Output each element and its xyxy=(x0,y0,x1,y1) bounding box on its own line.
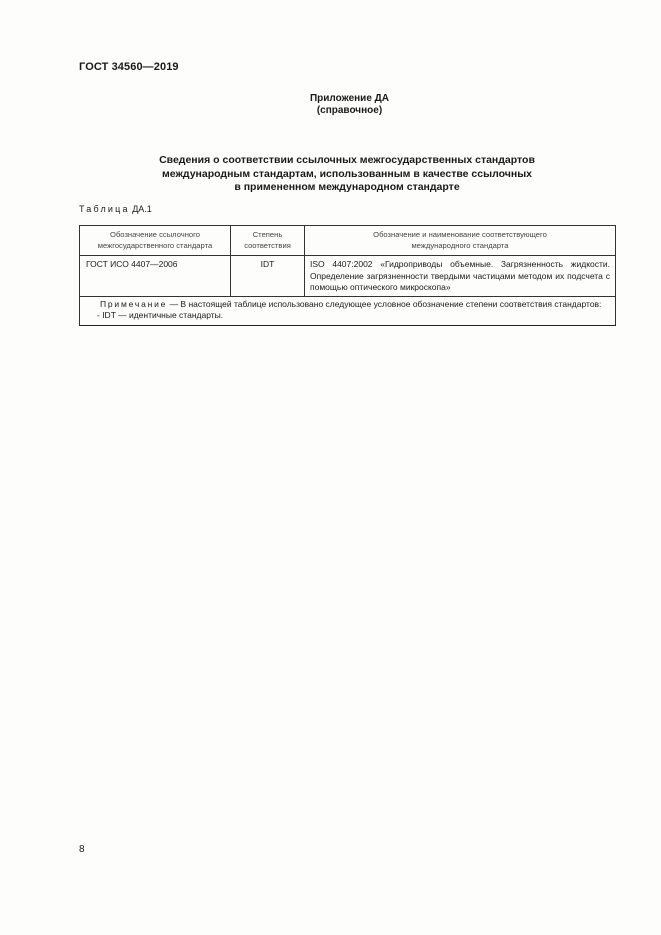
table-note xyxy=(80,296,616,325)
section-heading-line: Сведения о соответствии ссылочных межгосударственных стандартов xyxy=(159,154,535,166)
appendix-title: Приложение ДА xyxy=(309,93,390,104)
note-text: — В настоящей таблице использовано следующее условное обозначение степени соответствия стандартов: xyxy=(167,298,602,309)
column-header-designation: Обозначение ссылочного межгосударственного стандарта xyxy=(80,226,231,256)
table-row xyxy=(80,256,616,297)
cell-international: ISO 4407:2002 «Гидроприводы объемные. Загрязненность жидкости. Определение загрязненности твердыми частицами методом их подсчета с помощью оптического микроскопа» xyxy=(305,256,616,297)
section-heading-line: международным стандартам, использованным в качестве ссылочных xyxy=(161,167,532,180)
column-header-international: Обозначение и наименование соответствующего международного стандарта xyxy=(305,226,616,256)
page-number: 8 xyxy=(79,844,85,855)
appendix-heading xyxy=(0,93,661,117)
appendix-subtitle: (справочное) xyxy=(316,105,383,116)
section-heading xyxy=(79,154,615,195)
correspondence-table xyxy=(79,225,616,326)
table-note-row xyxy=(80,296,616,325)
table-caption-number: ДА.1 xyxy=(129,204,152,214)
table-caption-word: Таблица xyxy=(79,204,130,214)
table-header-row xyxy=(80,226,616,256)
document-code: ГОСТ 34560—2019 xyxy=(79,61,179,73)
section-heading-line: в примененном международном стандарте xyxy=(234,181,460,193)
note-label: Примечание xyxy=(100,298,168,309)
note-item: - IDT — идентичные стандарты. xyxy=(97,310,224,320)
table-caption xyxy=(79,204,152,214)
cell-degree: IDT xyxy=(231,256,305,297)
column-header-degree: Степень соответствия xyxy=(231,226,305,256)
cell-designation: ГОСТ ИСО 4407—2006 xyxy=(80,256,231,297)
